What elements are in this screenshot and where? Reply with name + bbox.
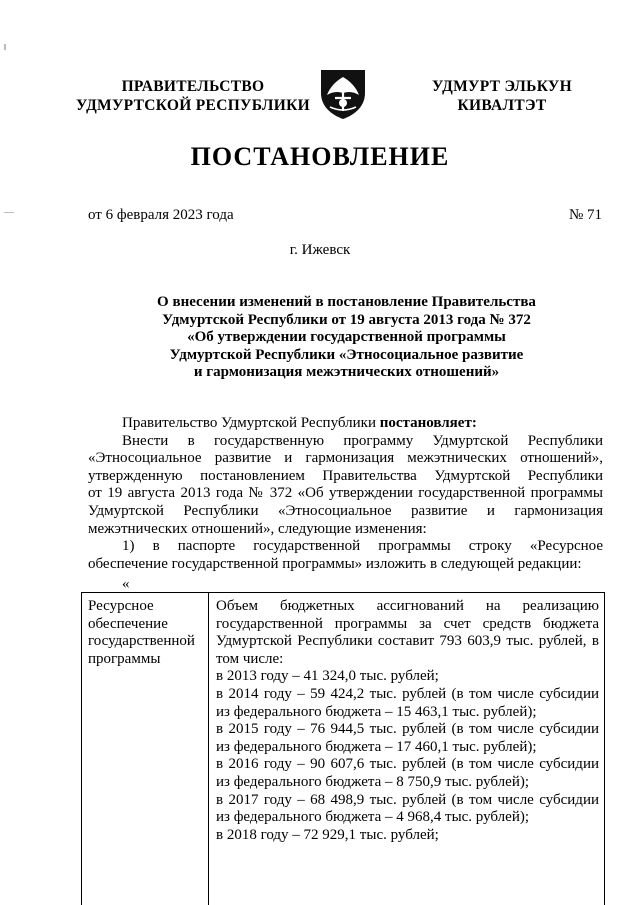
body-line: от 19 августа 2013 года № 372 «Об утверждении государственной программы (88, 485, 603, 502)
label-line: Ресурсное (88, 598, 154, 614)
body-line: утвержденную постановлением Правительства Удмуртской Республики (88, 467, 603, 484)
body-line: Удмуртской Республики «Этносоциальное развитие и гармонизация (88, 502, 603, 519)
label-line: программы (88, 650, 161, 667)
content-line: в 2016 году – 90 607,6 тыс. рублей (в том числе субсидии (216, 756, 599, 773)
header-left-line-2: УДМУРТСКОЙ РЕСПУБЛИКИ (75, 97, 310, 114)
content-line: из федерального бюджета – 8 750,9 тыс. рублей); (216, 773, 530, 790)
title-line: Удмуртской Республики «Этносоциальное развитие (169, 346, 524, 363)
content-line: из федерального бюджета – 15 463,1 тыс. рублей); (216, 703, 537, 720)
title-line: Удмуртской Республики от 19 августа 2013 года № 372 (162, 311, 531, 328)
table-label-cell (88, 598, 206, 668)
document-city: г. Ижевск (289, 242, 351, 258)
content-line: из федерального бюджета – 4 968,4 тыс. рублей); (216, 809, 530, 826)
content-line: государственной программы за счет средств бюджета (216, 615, 599, 632)
table-column-divider (208, 593, 209, 905)
header-right-line-2: КИВАЛТЭТ (457, 97, 547, 114)
content-line: в 2013 году – 41 324,0 тыс. рублей; (216, 668, 439, 685)
scan-artifact (4, 212, 14, 213)
scan-artifact (4, 44, 6, 50)
content-line: в 2017 году – 68 498,9 тыс. рублей (в том числе субсидии (216, 791, 599, 808)
content-line: из федерального бюджета – 17 460,1 тыс. рублей); (216, 738, 537, 755)
label-line: государственной (88, 633, 195, 650)
title-line: О внесении изменений в постановление Правительства (157, 294, 536, 310)
header-left-line-1: ПРАВИТЕЛЬСТВО (121, 78, 265, 95)
title-line: «Об утверждении государственной программы (187, 329, 506, 345)
document-number: № 71 (568, 207, 602, 223)
label-line: обеспечение (88, 615, 168, 632)
coat-of-arms-icon (318, 67, 368, 121)
document-type: ПОСТАНОВЛЕНИЕ (190, 142, 450, 171)
resolution-intro (88, 415, 603, 433)
intro-text: Правительство Удмуртской Республики (122, 415, 380, 431)
content-line: том числе: (216, 650, 284, 667)
header-right-line-1: УДМУРТ ЭЛЬКУН (432, 78, 572, 95)
content-line: Удмуртской Республики составит 793 603,9 тыс. рублей, в (216, 633, 599, 650)
resource-table (81, 592, 605, 905)
opening-quote: « (122, 576, 130, 592)
resolves-word: постановляет: (379, 415, 477, 431)
content-line: Объем бюджетных ассигнований на реализацию (216, 598, 599, 614)
title-line: и гармонизация межэтнических отношений» (193, 364, 500, 380)
document-title (88, 294, 605, 382)
content-line: в 2018 году – 72 929,1 тыс. рублей; (216, 826, 439, 843)
body-line: Внести в государственную программу Удмуртской Республики (122, 432, 603, 449)
document-date: от 6 февраля 2023 года (88, 207, 234, 223)
body-line: обеспечение государственной программы» изложить в следующей редакции: (88, 555, 582, 572)
table-content-cell (216, 598, 599, 844)
content-line: в 2015 году – 76 944,5 тыс. рублей (в том числе субсидии (216, 721, 599, 738)
document-body (88, 415, 603, 573)
body-line: «Этносоциальное развитие и гармонизация межэтнических отношений», (88, 450, 603, 467)
government-name-udmurt (402, 77, 602, 115)
government-name-russian (72, 77, 314, 115)
body-line: 1) в паспорте государственной программы строку «Ресурсное (122, 538, 603, 555)
body-line: межэтнических отношений», следующие изменения: (88, 520, 427, 537)
content-line: в 2014 году – 59 424,2 тыс. рублей (в том числе субсидии (216, 685, 599, 702)
